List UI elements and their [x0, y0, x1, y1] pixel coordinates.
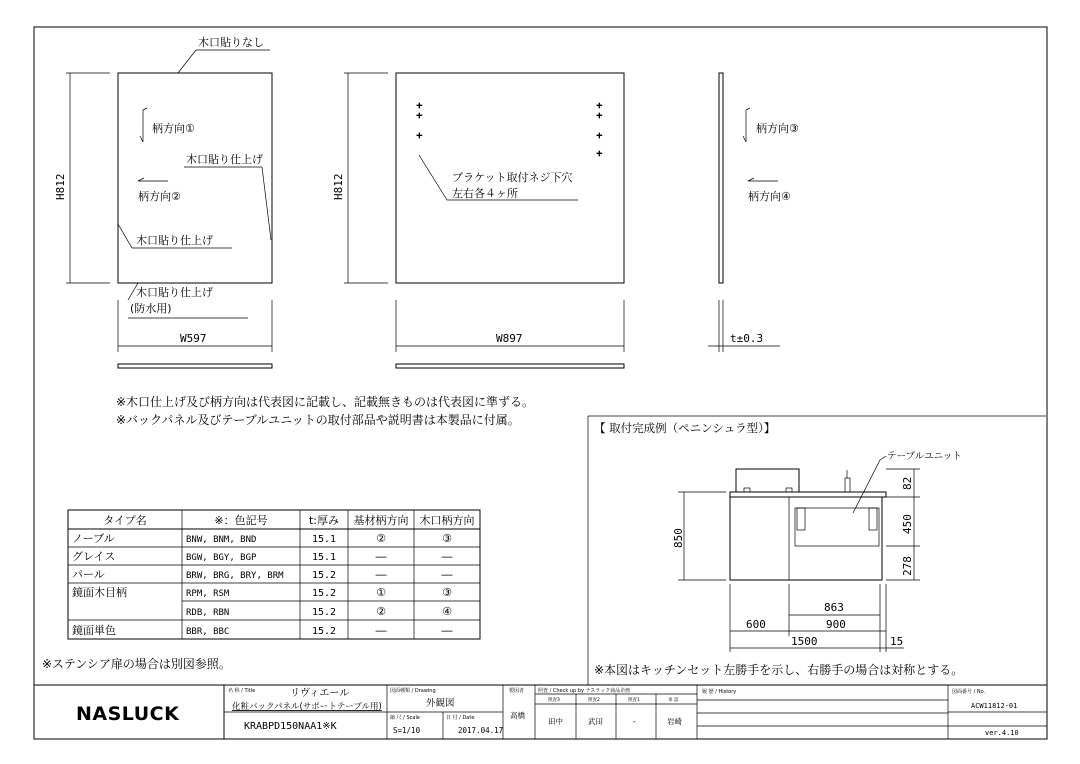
drawing-version: ver.4.10 [985, 729, 1019, 737]
panel-1-height-dim: H812 [54, 173, 67, 200]
panel-2-width-dim: W897 [496, 332, 523, 345]
svg-text:―: ― [375, 568, 387, 581]
svg-text:①: ① [376, 586, 386, 599]
table-unit-icon [795, 508, 879, 546]
table-row [72, 623, 453, 637]
panel-2-height-dim: H812 [332, 173, 345, 200]
designer-caption: 製図者 [509, 688, 525, 694]
svg-text:+: + [596, 101, 603, 110]
faucet-icon [845, 478, 850, 492]
check-name-4: 岩崎 [667, 717, 682, 726]
drawing-caption: 図面種類 / Drawing [390, 688, 436, 694]
panel-1-edge-view [118, 364, 272, 368]
designer-name: 高橋 [510, 711, 525, 720]
svg-text:+: + [416, 101, 423, 110]
product-title: リヴィエール [290, 688, 350, 699]
installation-example [588, 416, 1046, 685]
spec-table [68, 510, 480, 639]
svg-text:BRW, BRG, BRY, BRM: BRW, BRG, BRY, BRM [186, 571, 284, 581]
svg-text:+: + [416, 111, 423, 120]
check-label-1: 照査3 [548, 698, 560, 703]
svg-text:鏡面単色: 鏡面単色 [72, 624, 116, 637]
dim-82: 82 [901, 476, 914, 490]
panel-1-left-note: 木口貼り仕上げ [136, 234, 213, 247]
table-row [72, 532, 452, 545]
check-caption: 照査 / Check up by ナスラック商品企画 [538, 688, 631, 694]
product-subtitle: 化粧バックパネル(サポートテーブル用) [232, 702, 382, 712]
svg-text:BNW, BNM, BND: BNW, BNM, BND [186, 535, 257, 545]
drawing-type: 外観図 [426, 698, 455, 709]
panel-2 [332, 73, 624, 368]
panel-1-right-note: 木口貼り仕上げ [186, 153, 263, 166]
cabinet-outline [730, 497, 882, 580]
date-caption: 日 付 / Date [446, 715, 475, 721]
panel-1-bottom-note-2: (防水用) [130, 302, 172, 315]
svg-text:ノーブル: ノーブル [72, 532, 115, 545]
svg-text:+: + [596, 111, 603, 120]
product-code: KRABPD150NAA1※K [244, 721, 337, 732]
check-name-1: 田中 [548, 717, 563, 726]
svg-text:RDB, RBN: RDB, RBN [186, 608, 230, 618]
check-label-2: 照査2 [588, 698, 600, 703]
note-2: ※バックパネル及びテーブルユニットの取付部品や説明書は本製品に付属。 [116, 413, 520, 427]
table-unit-label: テーブルユニット [887, 451, 962, 462]
dim-863: 863 [824, 601, 844, 614]
table-header-edge-grain: 木口柄方向 [419, 514, 475, 527]
check-name-3: - [633, 717, 636, 726]
title-block [34, 685, 1047, 739]
svg-text:BBR, BBC: BBR, BBC [186, 627, 230, 637]
dim-600: 600 [746, 618, 766, 631]
table-header-color: ※：色記号 [214, 514, 268, 527]
bracket-holes [416, 101, 603, 158]
table-row [72, 550, 453, 563]
stencil-note: ※ステンシア扉の場合は別図参照。 [42, 657, 231, 671]
svg-text:15.2: 15.2 [311, 570, 337, 581]
panel-1-bottom-note-1: 木口貼り仕上げ [136, 286, 213, 299]
check-label-4: 承 認 [668, 698, 679, 703]
panel-1-width-dim: W597 [180, 332, 207, 345]
svg-text:15.2: 15.2 [311, 626, 337, 637]
title-caption: 名 称 / Title [228, 688, 256, 694]
panel-1-grain-1: 柄方向① [152, 122, 195, 135]
panel-3-grain-3: 柄方向③ [756, 122, 799, 135]
svg-text:15.2: 15.2 [311, 607, 337, 618]
svg-text:―: ― [441, 550, 453, 563]
table-header-base-grain: 基材柄方向 [353, 514, 409, 527]
panel-3-thickness-dim: t±0.3 [730, 332, 764, 345]
svg-text:15.1: 15.1 [311, 552, 337, 563]
svg-text:RPM, RSM: RPM, RSM [186, 589, 230, 599]
svg-text:+: + [596, 131, 603, 140]
panel-3 [708, 73, 799, 352]
panel-3-grain-4: 柄方向④ [748, 190, 791, 203]
table-row [186, 605, 452, 618]
dim-15: 15 [890, 635, 904, 648]
panel-2-note-1: ブラケット取付ネジ下穴 [452, 171, 573, 184]
panel-1 [54, 35, 272, 368]
svg-text:15.2: 15.2 [311, 588, 337, 599]
panel-1-grain-2: 柄方向② [138, 190, 181, 203]
panel-2-note-2: 左右各４ヶ所 [452, 187, 518, 200]
panel-3-side-view [719, 73, 723, 283]
dim-450: 450 [901, 514, 914, 534]
example-note: ※本図はキッチンセット左勝手を示し、右勝手の場合は対称とする。 [594, 663, 964, 677]
dim-850: 850 [672, 528, 685, 548]
svg-text:―: ― [441, 568, 453, 581]
table-row [72, 568, 453, 581]
table-header-type: タイプ名 [103, 514, 147, 527]
svg-text:④: ④ [442, 605, 452, 618]
svg-text:②: ② [376, 605, 386, 618]
panel-1-outline [118, 73, 272, 283]
dim-278: 278 [901, 556, 914, 576]
panel-2-edge-view [396, 364, 624, 368]
history-caption: 履 歴 / History [702, 689, 737, 695]
svg-text:③: ③ [442, 586, 452, 599]
check-name-2: 武田 [588, 717, 603, 726]
svg-text:グレイス: グレイス [72, 550, 116, 563]
number-caption: 図面番号 / No. [952, 689, 986, 695]
drawing-number: ACW11812-01 [971, 702, 1018, 710]
svg-text:15.1: 15.1 [311, 534, 337, 545]
table-row [72, 585, 452, 599]
date-value: 2017.04.17 [458, 726, 504, 735]
svg-text:+: + [596, 149, 603, 158]
svg-text:②: ② [376, 532, 386, 545]
sink-icon [736, 469, 799, 492]
panel-1-top-note: 木口貼りなし [198, 36, 264, 49]
scale-value: S=1/10 [393, 726, 421, 735]
example-title: 【 取付完成例（ペニンシュラ型）】 [594, 421, 776, 435]
dim-1500: 1500 [791, 635, 818, 648]
svg-text:鏡面木目柄: 鏡面木目柄 [72, 586, 127, 599]
svg-text:―: ― [375, 550, 387, 563]
check-label-3: 照査1 [628, 698, 640, 703]
svg-text:―: ― [375, 624, 387, 637]
svg-text:パール: パール [72, 568, 105, 581]
note-1: ※木口仕上げ及び柄方向は代表図に記載し、記載無きものは代表図に準ずる。 [116, 395, 535, 409]
svg-text:BGW, BGY, BGP: BGW, BGY, BGP [186, 553, 257, 563]
table-header-thickness: t:厚み [308, 514, 340, 527]
svg-text:+: + [416, 131, 423, 140]
nasluck-logo: NASLUCK [76, 703, 180, 725]
scale-caption: 縮 尺 / Scale [390, 715, 420, 721]
dim-900: 900 [826, 618, 846, 631]
svg-text:③: ③ [442, 532, 452, 545]
svg-text:―: ― [441, 624, 453, 637]
